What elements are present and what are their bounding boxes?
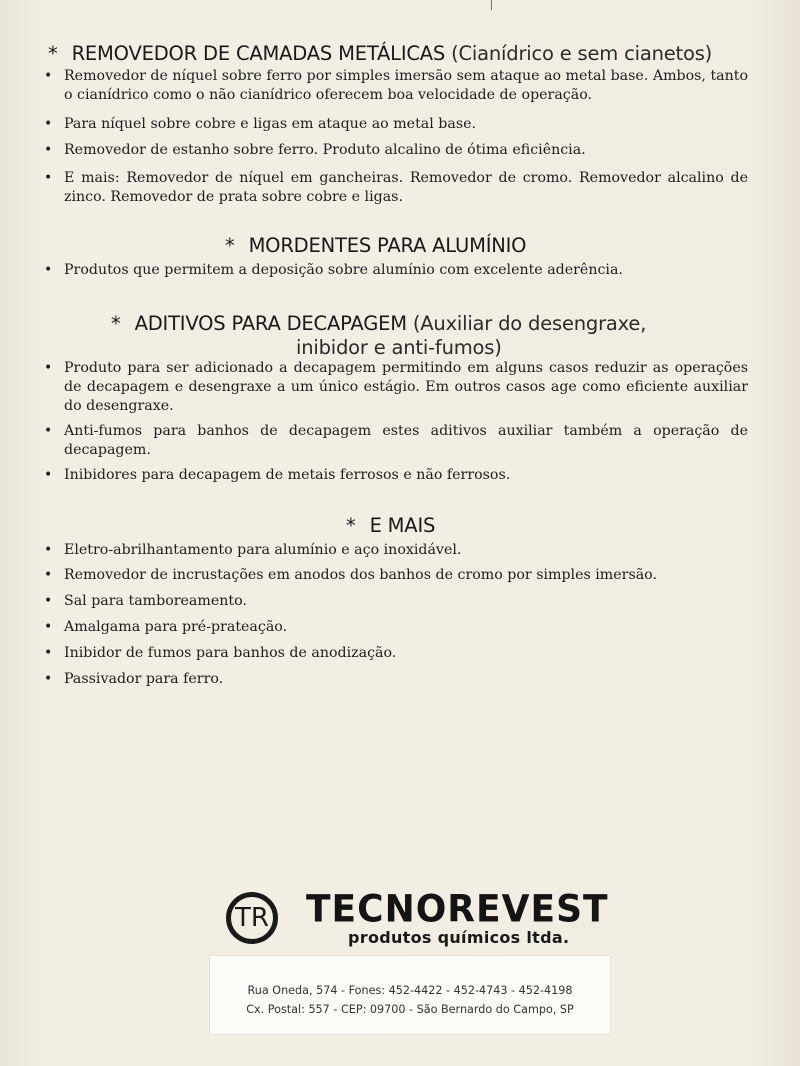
list-item [44, 169, 748, 207]
company-logo [226, 887, 609, 952]
item-text: E mais: Removedor de níquel em gancheiras. Removedor de cromo. Removedor alcalino de zinco. Removedor de prata sobre cobre e ligas. [64, 170, 748, 205]
list-item [44, 115, 748, 134]
list-item [44, 644, 748, 663]
item-text: Inibidor de fumos para banhos de anodização. [64, 645, 397, 661]
bullet-icon: • [44, 671, 53, 687]
bullet-icon: • [44, 116, 53, 132]
item-text: Para níquel sobre cobre e ligas em ataque ao metal base. [64, 116, 477, 132]
item-text: Anti-fumos para banhos de decapagem estes aditivos auxiliar também a operação de decapagem. [64, 423, 748, 458]
bullet-icon: • [44, 360, 53, 376]
section-subtitle: (Auxiliar do desengraxe, [412, 312, 647, 335]
section-title-text: E MAIS [369, 514, 436, 537]
fold-mark [491, 0, 492, 10]
star-icon: * [48, 42, 58, 65]
list-item [44, 541, 748, 560]
star-icon: * [111, 312, 121, 335]
address-label [210, 956, 610, 1034]
bullet-icon: • [44, 619, 53, 635]
section-title-removedor [48, 41, 712, 66]
bullet-icon: • [44, 567, 53, 583]
bullet-icon: • [44, 262, 53, 278]
item-text: Sal para tamboreamento. [64, 593, 247, 609]
section-title-aditivos [111, 311, 646, 336]
list-item [44, 261, 748, 280]
star-icon: * [346, 514, 356, 537]
item-text: Inibidores para decapagem de metais ferrosos e não ferrosos. [64, 467, 511, 483]
bullet-icon: • [44, 542, 53, 558]
item-text: Removedor de níquel sobre ferro por simples imersão sem ataque ao metal base. Ambos, tanto o cianídrico como o não cianídrico oferecem boa velocidade de operação. [64, 68, 748, 103]
section-title-e-mais [346, 513, 435, 538]
bullet-icon: • [44, 467, 53, 483]
item-text: Amalgama para pré-prateação. [64, 619, 288, 635]
bullet-icon: • [44, 423, 53, 439]
list-item [44, 618, 748, 637]
list-item [44, 592, 748, 611]
section-subtitle-line2: inibidor e anti-fumos) [296, 336, 502, 359]
logo-monogram: TR [235, 903, 269, 933]
list-item [44, 466, 748, 485]
section-title-text: MORDENTES PARA ALUMÍNIO [248, 234, 527, 257]
logo-tagline: produtos químicos ltda. [348, 928, 570, 947]
item-text: Produtos que permitem a deposição sobre alumínio com excelente aderência. [64, 262, 623, 278]
item-text: Passivador para ferro. [64, 671, 224, 687]
logo-name: TECNOREVEST [306, 887, 609, 931]
bullet-icon: • [44, 170, 53, 186]
bullet-icon: • [44, 68, 53, 84]
item-text: Produto para ser adicionado a decapagem permitindo em alguns casos reduzir as operações de decapagem e desengraxe a um único estágio. Em outros casos age como eficiente auxiliar do desengraxe. [64, 360, 748, 414]
list-item [44, 141, 748, 160]
item-text: Eletro-abrilhantamento para alumínio e aço inoxidável. [64, 542, 462, 558]
address-line-2: Cx. Postal: 557 - CEP: 09700 - São Bernardo do Campo, SP [246, 1003, 574, 1016]
list-item [44, 670, 748, 689]
item-text: Removedor de incrustações em anodos dos banhos de cromo por simples imersão. [64, 567, 657, 583]
list-item [44, 422, 748, 460]
star-icon: * [225, 234, 235, 257]
section-title-mordentes [225, 233, 526, 258]
list-item [44, 359, 748, 416]
item-text: Removedor de estanho sobre ferro. Produto alcalino de ótima eficiência. [64, 142, 586, 158]
list-item [44, 67, 748, 105]
list-item [44, 566, 748, 585]
section-subtitle: (Cianídrico e sem cianetos) [451, 42, 713, 65]
bullet-icon: • [44, 142, 53, 158]
section-title-text: ADITIVOS PARA DECAPAGEM [134, 312, 407, 335]
bullet-icon: • [44, 645, 53, 661]
address-line-1: Rua Oneda, 574 - Fones: 452-4422 - 452-4743 - 452-4198 [247, 984, 573, 997]
logo-monogram-icon [226, 892, 278, 944]
bullet-icon: • [44, 593, 53, 609]
section-title-text: REMOVEDOR DE CAMADAS METÁLICAS [71, 42, 446, 65]
